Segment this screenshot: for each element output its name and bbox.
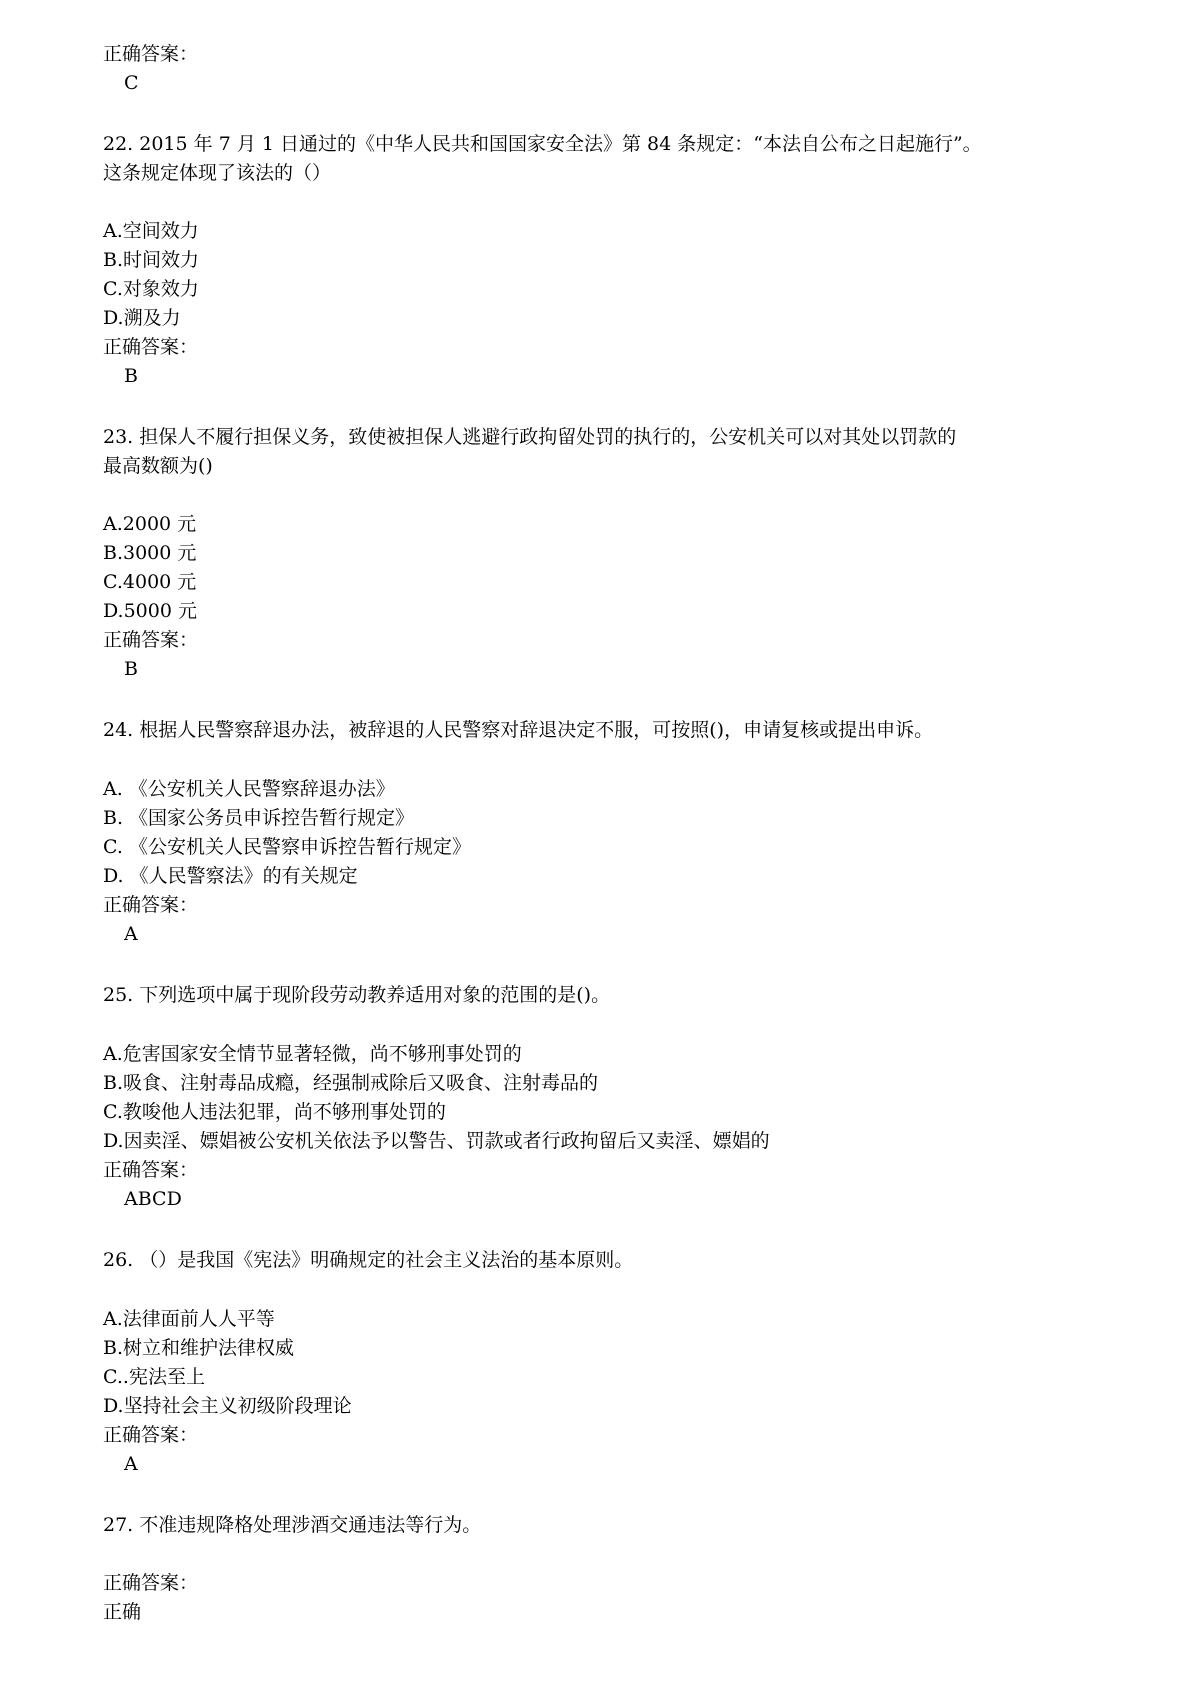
question-24-option-a: A. 《公安机关人民警察辞退办法》 [103, 778, 395, 800]
question-26-answer: A [124, 1453, 138, 1475]
question-24-answer-label: 正确答案： [103, 894, 199, 916]
question-26-option-a: A.法律面前人人平等 [103, 1308, 275, 1330]
question-24-answer: A [124, 923, 138, 945]
question-22-option-b: B.时间效力 [103, 249, 200, 271]
question-25-option-c: C.教唆他人违法犯罪，尚不够刑事处罚的 [103, 1101, 446, 1123]
question-24-option-c: C. 《公安机关人民警察申诉控告暂行规定》 [103, 836, 471, 858]
question-22-stem-cont: 这条规定体现了该法的（） [103, 162, 332, 184]
question-24-option-d: D. 《人民警察法》的有关规定 [103, 865, 358, 887]
question-24-option-b: B. 《国家公务员申诉控告暂行规定》 [103, 807, 415, 829]
question-26-stem: 26. （）是我国《宪法》明确规定的社会主义法治的基本原则。 [103, 1249, 634, 1271]
question-26-option-c: C..宪法至上 [103, 1366, 205, 1388]
question-24-stem: 24. 根据人民警察辞退办法，被辞退的人民警察对辞退决定不服，可按照()，申请复核或提出申诉。 [103, 719, 934, 741]
question-22-option-d: D.溯及力 [103, 307, 181, 329]
question-22-option-a: A.空间效力 [103, 220, 199, 242]
question-26-option-b: B.树立和维护法律权威 [103, 1337, 295, 1359]
question-25-answer: ABCD [124, 1188, 182, 1210]
question-23-answer: B [124, 658, 138, 680]
question-23-option-d: D.5000 元 [103, 600, 197, 622]
question-27-answer: 正确 [103, 1601, 142, 1623]
answer-value: C [124, 72, 139, 94]
question-23-stem-cont: 最高数额为() [103, 455, 213, 477]
question-25-option-b: B.吸食、注射毒品成瘾，经强制戒除后又吸食、注射毒品的 [103, 1072, 599, 1094]
question-25-option-a: A.危害国家安全情节显著轻微，尚不够刑事处罚的 [103, 1043, 522, 1065]
question-23-option-c: C.4000 元 [103, 571, 197, 593]
question-22-answer: B [124, 365, 138, 387]
question-26-answer-label: 正确答案： [103, 1424, 199, 1446]
question-25-option-d: D.因卖淫、嫖娼被公安机关依法予以警告、罚款或者行政拘留后又卖淫、嫖娼的 [103, 1130, 770, 1152]
question-27-stem: 27. 不准违规降格处理涉酒交通违法等行为。 [103, 1514, 482, 1536]
question-23-stem: 23. 担保人不履行担保义务，致使被担保人逃避行政拘留处罚的执行的，公安机关可以对其处以罚款的 [103, 426, 957, 448]
question-23-answer-label: 正确答案： [103, 629, 199, 651]
question-26-option-d: D.坚持社会主义初级阶段理论 [103, 1395, 352, 1417]
question-23-option-b: B.3000 元 [103, 542, 197, 564]
question-22-stem: 22. 2015 年 7 月 1 日通过的《中华人民共和国国家安全法》第 84 条规定：“本法自公布之日起施行”。 [103, 133, 982, 155]
question-22-answer-label: 正确答案： [103, 336, 199, 358]
question-25-stem: 25. 下列选项中属于现阶段劳动教养适用对象的范围的是()。 [103, 984, 611, 1006]
question-23-option-a: A.2000 元 [103, 513, 197, 535]
question-22-option-c: C.对象效力 [103, 278, 199, 300]
question-27-answer-label: 正确答案： [103, 1572, 199, 1594]
question-25-answer-label: 正确答案： [103, 1159, 199, 1181]
answer-label: 正确答案： [103, 43, 199, 65]
